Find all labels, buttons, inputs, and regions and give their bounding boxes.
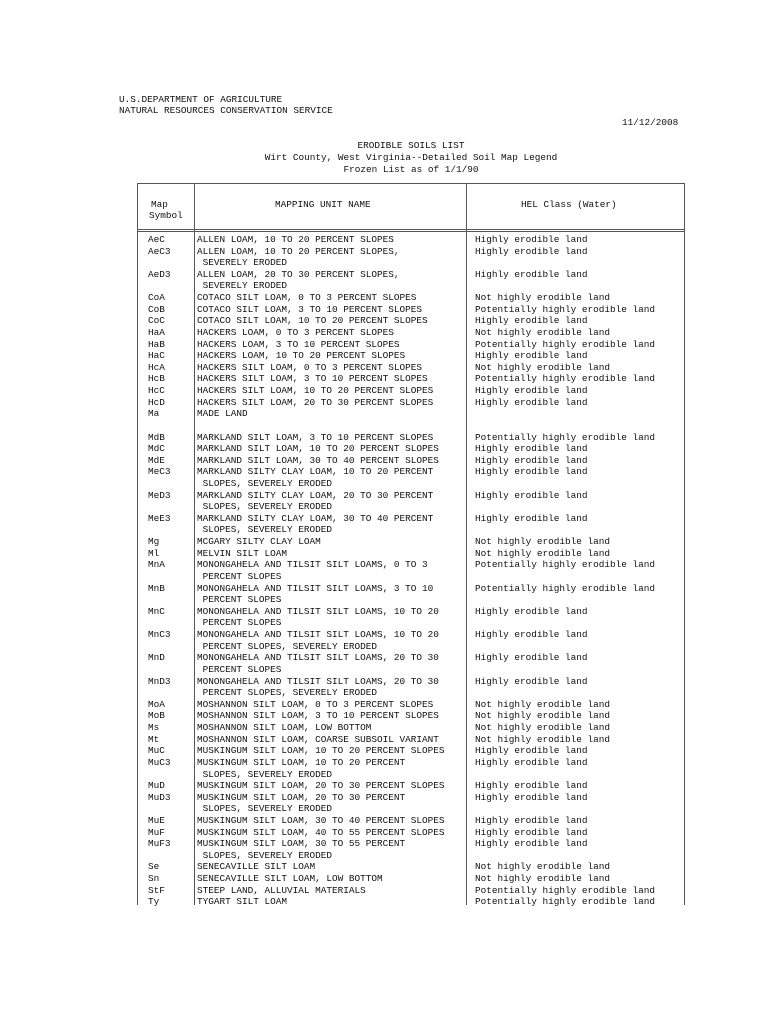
frozen-list-date: Frozen List as of 1/1/90 — [343, 164, 479, 175]
col-header-symbol-line1: Map — [151, 199, 168, 210]
agency-line-1: U.S.DEPARTMENT OF AGRICULTURE — [119, 94, 283, 105]
mapping-unit-name: MONONGAHELA AND TILSIT SILT LOAMS, 20 TO 30 — [197, 652, 439, 664]
table-left-border — [137, 183, 138, 905]
mapping-unit-name: MOSHANNON SILT LOAM, 0 TO 3 PERCENT SLOPES — [197, 698, 434, 710]
hel-class: Highly erodible land — [475, 605, 588, 617]
mapping-unit-name: MONONGAHELA AND TILSIT SILT LOAMS, 3 TO 10 — [197, 582, 434, 594]
hel-class: Highly erodible land — [475, 245, 588, 257]
mapping-unit-name: STEEP LAND, ALLUVIAL MATERIALS — [197, 884, 366, 896]
map-symbol: MnA — [148, 559, 165, 571]
mapping-unit-name: MOSHANNON SILT LOAM, 3 TO 10 PERCENT SLOPES — [197, 710, 439, 722]
map-symbol: MeC3 — [148, 466, 171, 478]
hel-class: Highly erodible land — [475, 489, 588, 501]
mapping-unit-name: TYGART SILT LOAM — [197, 896, 288, 908]
map-symbol: Mt — [148, 733, 160, 745]
hel-class: Highly erodible land — [475, 396, 588, 408]
col-header-hel: HEL Class (Water) — [521, 199, 617, 210]
agency-line-2: NATURAL RESOURCES CONSERVATION SERVICE — [119, 105, 333, 116]
mapping-unit-name: HACKERS LOAM, 10 TO 20 PERCENT SLOPES — [197, 350, 406, 362]
mapping-unit-name: SLOPES, SEVERELY ERODED — [197, 501, 333, 513]
hel-class: Potentially highly erodible land — [475, 884, 656, 896]
column-divider-1 — [194, 183, 195, 905]
hel-class: Not highly erodible land — [475, 861, 611, 873]
map-symbol: Se — [148, 861, 160, 873]
mapping-unit-name: MUSKINGUM SILT LOAM, 10 TO 20 PERCENT SLOPES — [197, 745, 445, 757]
map-symbol: StF — [148, 884, 165, 896]
mapping-unit-name: SLOPES, SEVERELY ERODED — [197, 768, 333, 780]
map-symbol: MnB — [148, 582, 165, 594]
hel-class: Potentially highly erodible land — [475, 373, 656, 385]
map-symbol: HaC — [148, 350, 165, 362]
mapping-unit-name: ALLEN LOAM, 10 TO 20 PERCENT SLOPES, — [197, 245, 400, 257]
hel-class: Potentially highly erodible land — [475, 582, 656, 594]
hel-class: Highly erodible land — [475, 454, 588, 466]
mapping-unit-name: PERCENT SLOPES — [197, 594, 282, 606]
mapping-unit-name: MUSKINGUM SILT LOAM, 20 TO 30 PERCENT — [197, 791, 406, 803]
mapping-unit-name: HACKERS LOAM, 0 TO 3 PERCENT SLOPES — [197, 326, 394, 338]
hel-class: Highly erodible land — [475, 466, 588, 478]
mapping-unit-name: MARKLAND SILTY CLAY LOAM, 10 TO 20 PERCENT — [197, 466, 434, 478]
map-symbol: MnD — [148, 652, 165, 664]
map-symbol: MdE — [148, 454, 165, 466]
map-symbol: HcD — [148, 396, 165, 408]
hel-class: Highly erodible land — [475, 385, 588, 397]
mapping-unit-name: MARKLAND SILTY CLAY LOAM, 20 TO 30 PERCENT — [197, 489, 434, 501]
report-date: 11/12/2008 — [622, 117, 679, 128]
mapping-unit-name: SEVERELY ERODED — [197, 257, 288, 269]
map-symbol: AeC3 — [148, 245, 171, 257]
mapping-unit-name: MARKLAND SILT LOAM, 3 TO 10 PERCENT SLOPES — [197, 431, 434, 443]
hel-class: Highly erodible land — [475, 675, 588, 687]
hel-class: Potentially highly erodible land — [475, 303, 656, 315]
mapping-unit-name: MCGARY SILTY CLAY LOAM — [197, 536, 321, 548]
mapping-unit-name: HACKERS SILT LOAM, 0 TO 3 PERCENT SLOPES — [197, 361, 423, 373]
map-symbol: HcB — [148, 373, 165, 385]
mapping-unit-name: MADE LAND — [197, 408, 248, 420]
mapping-unit-name: HACKERS LOAM, 3 TO 10 PERCENT SLOPES — [197, 338, 400, 350]
column-divider-2 — [466, 183, 467, 905]
table-top-rule — [137, 183, 685, 184]
mapping-unit-name: COTACO SILT LOAM, 3 TO 10 PERCENT SLOPES — [197, 303, 423, 315]
hel-class: Highly erodible land — [475, 315, 588, 327]
hel-class: Not highly erodible land — [475, 873, 611, 885]
report-title: ERODIBLE SOILS LIST — [357, 140, 465, 151]
map-symbol: HaA — [148, 326, 165, 338]
map-symbol: CoC — [148, 315, 165, 327]
mapping-unit-name: MUSKINGUM SILT LOAM, 30 TO 40 PERCENT SLOPES — [197, 815, 445, 826]
hel-class: Highly erodible land — [475, 443, 588, 455]
mapping-unit-name: SLOPES, SEVERELY ERODED — [197, 849, 333, 861]
hel-class: Highly erodible land — [475, 350, 588, 362]
mapping-unit-name: COTACO SILT LOAM, 0 TO 3 PERCENT SLOPES — [197, 292, 417, 304]
col-header-symbol-line2: Symbol — [149, 210, 183, 221]
mapping-unit-name: PERCENT SLOPES — [197, 570, 282, 582]
hel-class: Potentially highly erodible land — [475, 431, 656, 443]
mapping-unit-name: MONONGAHELA AND TILSIT SILT LOAMS, 20 TO 30 — [197, 675, 439, 687]
mapping-unit-name: MARKLAND SILT LOAM, 10 TO 20 PERCENT SLOPES — [197, 443, 439, 455]
hel-class: Highly erodible land — [475, 268, 588, 280]
map-symbol: MuE — [148, 815, 165, 826]
map-symbol: MeE3 — [148, 512, 171, 524]
map-symbol: MnC3 — [148, 629, 171, 641]
map-symbol: Ma — [148, 408, 160, 420]
map-symbol: MoA — [148, 698, 165, 710]
mapping-unit-name: MUSKINGUM SILT LOAM, 30 TO 55 PERCENT — [197, 838, 406, 850]
mapping-unit-name: PERCENT SLOPES, SEVERELY ERODED — [197, 640, 378, 652]
hel-class: Potentially highly erodible land — [475, 559, 656, 571]
map-symbol: MoB — [148, 710, 165, 722]
hel-class: Highly erodible land — [475, 652, 588, 664]
map-symbol: Mg — [148, 536, 160, 548]
mapping-unit-name: SLOPES, SEVERELY ERODED — [197, 524, 333, 536]
mapping-unit-name: SLOPES, SEVERELY ERODED — [197, 478, 333, 489]
hel-class: Highly erodible land — [475, 512, 588, 524]
map-symbol: Sn — [148, 873, 160, 885]
report-subtitle: Wirt County, West Virginia--Detailed Soil Map Legend — [264, 152, 558, 163]
mapping-unit-name: HACKERS SILT LOAM, 10 TO 20 PERCENT SLOPES — [197, 385, 434, 397]
hel-class: Highly erodible land — [475, 780, 588, 792]
hel-class: Not highly erodible land — [475, 326, 611, 338]
hel-class: Highly erodible land — [475, 234, 588, 245]
mapping-unit-name: SLOPES, SEVERELY ERODED — [197, 803, 333, 815]
map-symbol: HcC — [148, 385, 165, 397]
map-symbol: MuF3 — [148, 838, 171, 850]
mapping-unit-name: MUSKINGUM SILT LOAM, 20 TO 30 PERCENT SLOPES — [197, 780, 445, 792]
mapping-unit-name: MUSKINGUM SILT LOAM, 40 TO 55 PERCENT SLOPES — [197, 826, 445, 838]
map-symbol: MuD3 — [148, 791, 171, 803]
map-symbol: CoA — [148, 292, 165, 304]
mapping-unit-name: HACKERS SILT LOAM, 3 TO 10 PERCENT SLOPES — [197, 373, 428, 385]
hel-class: Highly erodible land — [475, 791, 588, 803]
mapping-unit-name: COTACO SILT LOAM, 10 TO 20 PERCENT SLOPES — [197, 315, 428, 327]
map-symbol: HcA — [148, 361, 165, 373]
mapping-unit-name: MUSKINGUM SILT LOAM, 10 TO 20 PERCENT — [197, 756, 406, 768]
mapping-unit-name: PERCENT SLOPES — [197, 617, 282, 629]
hel-class: Highly erodible land — [475, 826, 588, 838]
map-symbol: MuC — [148, 745, 165, 757]
mapping-unit-name: SENECAVILLE SILT LOAM — [197, 861, 316, 873]
mapping-unit-name: MONONGAHELA AND TILSIT SILT LOAMS, 10 TO 20 — [197, 629, 439, 641]
mapping-unit-name: ALLEN LOAM, 10 TO 20 PERCENT SLOPES — [197, 234, 394, 245]
map-symbol: AeD3 — [148, 268, 171, 280]
mapping-unit-name: MONONGAHELA AND TILSIT SILT LOAMS, 0 TO 3 — [197, 559, 428, 571]
header-rule — [137, 229, 685, 232]
map-symbol: MuF — [148, 826, 165, 838]
map-symbol: MdB — [148, 431, 165, 443]
mapping-unit-name: SENECAVILLE SILT LOAM, LOW BOTTOM — [197, 873, 383, 885]
hel-class: Not highly erodible land — [475, 536, 611, 548]
mapping-unit-name: ALLEN LOAM, 20 TO 30 PERCENT SLOPES, — [197, 268, 400, 280]
hel-class: Highly erodible land — [475, 756, 588, 768]
hel-class: Highly erodible land — [475, 838, 588, 850]
hel-class: Highly erodible land — [475, 745, 588, 757]
mapping-unit-name: HACKERS SILT LOAM, 20 TO 30 PERCENT SLOPES — [197, 396, 434, 408]
map-symbol: MuC3 — [148, 756, 171, 768]
mapping-unit-name: PERCENT SLOPES — [197, 663, 282, 675]
mapping-unit-name: SEVERELY ERODED — [197, 280, 288, 292]
hel-class: Not highly erodible land — [475, 710, 611, 722]
mapping-unit-name: MELVIN SILT LOAM — [197, 547, 288, 559]
hel-class: Not highly erodible land — [475, 698, 611, 710]
mapping-unit-name: MONONGAHELA AND TILSIT SILT LOAMS, 10 TO 20 — [197, 605, 439, 617]
map-symbol: Ml — [148, 547, 160, 559]
hel-class: Not highly erodible land — [475, 733, 611, 745]
map-symbol: Ms — [148, 722, 160, 734]
col-header-name: MAPPING UNIT NAME — [275, 199, 371, 210]
map-symbol: MdC — [148, 443, 165, 455]
hel-class: Potentially highly erodible land — [475, 896, 656, 908]
map-symbol: Ty — [148, 896, 160, 908]
mapping-unit-name: MARKLAND SILTY CLAY LOAM, 30 TO 40 PERCENT — [197, 512, 434, 524]
mapping-unit-name: MOSHANNON SILT LOAM, LOW BOTTOM — [197, 722, 372, 734]
mapping-unit-name: PERCENT SLOPES, SEVERELY ERODED — [197, 687, 378, 699]
hel-class: Highly erodible land — [475, 629, 588, 641]
hel-class: Not highly erodible land — [475, 547, 611, 559]
map-symbol: AeC — [148, 234, 165, 245]
map-symbol: MuD — [148, 780, 165, 792]
hel-class: Not highly erodible land — [475, 361, 611, 373]
hel-class: Not highly erodible land — [475, 722, 611, 734]
hel-class: Not highly erodible land — [475, 292, 611, 304]
hel-class: Highly erodible land — [475, 815, 588, 826]
map-symbol: MnD3 — [148, 675, 171, 687]
map-symbol: HaB — [148, 338, 165, 350]
mapping-unit-name: MARKLAND SILT LOAM, 30 TO 40 PERCENT SLOPES — [197, 454, 439, 466]
mapping-unit-name: MOSHANNON SILT LOAM, COARSE SUBSOIL VARIANT — [197, 733, 439, 745]
table-right-border — [684, 183, 685, 905]
hel-class: Potentially highly erodible land — [475, 338, 656, 350]
map-symbol: CoB — [148, 303, 165, 315]
map-symbol: MeD3 — [148, 489, 171, 501]
map-symbol: MnC — [148, 605, 165, 617]
